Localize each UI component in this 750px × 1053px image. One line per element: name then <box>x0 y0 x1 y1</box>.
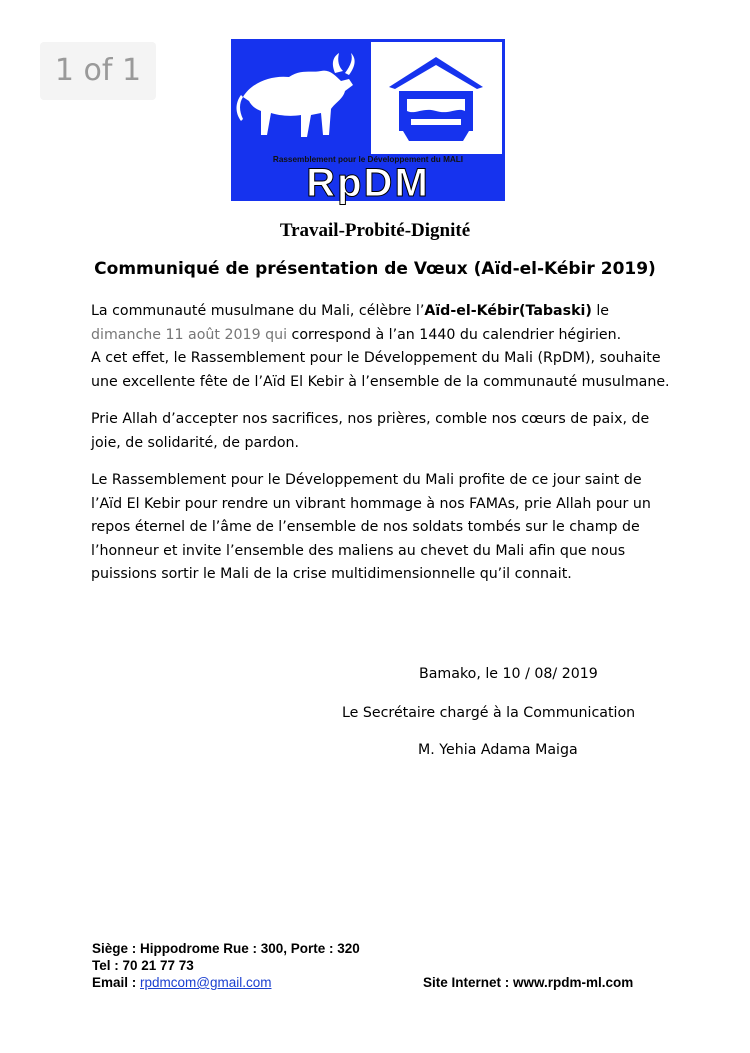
rpdm-logo <box>231 39 505 205</box>
footer-email-link[interactable]: rpdmcom@gmail.com <box>140 975 272 990</box>
page-indicator: 1 of 1 <box>40 42 156 100</box>
logo-subtitle: Rassemblement pour le Développement du MALI <box>272 155 464 164</box>
paragraph-1 <box>91 300 671 394</box>
place-date: Bamako, le 10 / 08/ 2019 <box>419 666 598 682</box>
paragraph-3: Le Rassemblement pour le Développement du Mali profite de ce jour saint de l’Aïd El Kebir pour rendre un vibrant hommage à nos FAMAs, prie Allah pour un repos éternel de l’âme de l’ensemble de nos soldats tombés sur le champ de l’honneur et invite l’ensemble des maliens au chevet du Mali afin que nous puissions sortir le Mali de la crise multidimensionnelle qu’il connait. <box>91 472 651 582</box>
signatory-name: M. Yehia Adama Maiga <box>418 742 578 758</box>
signatory-role: Le Secrétaire chargé à la Communication <box>342 705 636 721</box>
logo-title: RpDM <box>306 161 430 205</box>
footer <box>92 940 692 991</box>
footer-email-label: Email : <box>92 975 141 990</box>
paragraph-2: Prie Allah d’accepter nos sacrifices, nos prières, comble nos cœurs de paix, de joie, de solidarité, de pardon. <box>91 411 650 451</box>
paragraph-1-part2: le <box>591 303 610 319</box>
footer-website: Site Internet : www.rpdm-ml.com <box>423 975 634 990</box>
body-text <box>91 300 671 587</box>
paragraph-1-part4: A cet effet, le Rassemblement pour le Développement du Mali (RpDM), souhaite une excellente fête de l’Aïd El Kebir à l’ensemble de la communauté musulmane. <box>91 350 670 390</box>
holiday-date: dimanche 11 août 2019 qui <box>91 326 288 343</box>
holiday-name: Aïd-el-Kébir(Tabaski) <box>424 303 592 319</box>
footer-address: Siège : Hippodrome Rue : 300, Porte : 320 <box>92 941 360 956</box>
document-title: Communiqué de présentation de Vœux (Aïd-el-Kébir 2019) <box>94 259 656 279</box>
motto: Travail-Probité-Dignité <box>279 220 471 241</box>
paragraph-1-part3: correspond à l’an 1440 du calendrier hégirien. <box>287 326 622 343</box>
footer-phone: Tel : 70 21 77 73 <box>92 958 194 973</box>
paragraph-1-part1: La communauté musulmane du Mali, célèbre l’ <box>91 303 425 319</box>
